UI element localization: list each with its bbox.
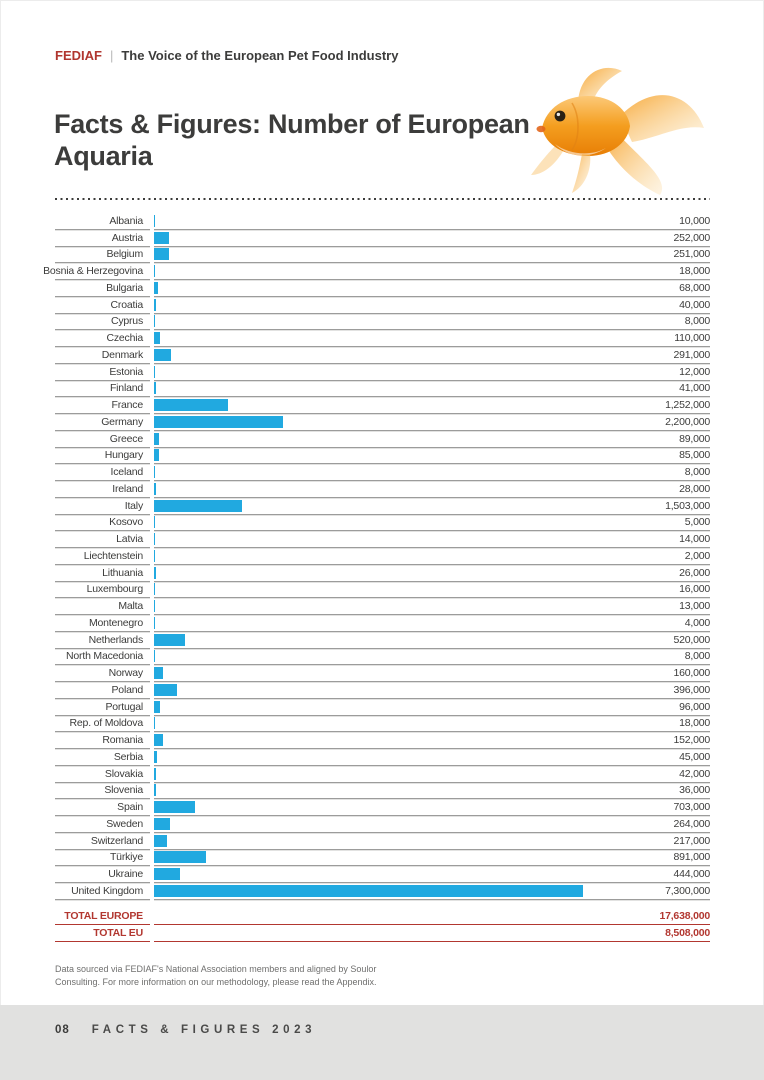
row-value: 8,000 [684,466,710,479]
row-bar-cell [154,330,710,347]
row-value: 291,000 [673,348,710,361]
row-bar-cell [154,414,710,431]
table-row [55,598,710,615]
bar [154,500,242,512]
table-row [55,682,710,699]
row-value: 520,000 [673,633,710,646]
bar [154,567,156,579]
row-label: Lithuania [55,565,150,582]
row-value: 18,000 [679,265,710,278]
row-bar-cell [154,598,710,615]
row-label: Kosovo [55,515,150,532]
row-label: Albania [55,213,150,230]
row-label: Estonia [55,364,150,381]
total-row [55,925,710,942]
table-row [55,665,710,682]
row-bar-cell [154,833,710,850]
row-value: 26,000 [679,566,710,579]
table-row [55,464,710,481]
row-label: Montenegro [55,615,150,632]
table-row [55,749,710,766]
table-row [55,766,710,783]
row-label: Austria [55,230,150,247]
table-row [55,615,710,632]
row-bar-cell [154,582,710,599]
bar [154,215,155,227]
row-label: Türkiye [55,850,150,867]
table-row [55,632,710,649]
row-bar-cell [154,347,710,364]
row-label: Bosnia & Herzegovina [55,263,150,280]
dotted-divider [55,198,710,200]
page-title-line2: Aquaria [54,141,153,172]
row-value: 14,000 [679,533,710,546]
bar [154,667,163,679]
row-value: 41,000 [679,382,710,395]
row-label: Poland [55,682,150,699]
row-label: Rep. of Moldova [55,716,150,733]
row-bar-cell [154,816,710,833]
header-tagline: The Voice of the European Pet Food Industry [121,48,399,63]
row-label: Norway [55,665,150,682]
bar [154,399,228,411]
bar [154,433,159,445]
row-value: 85,000 [679,449,710,462]
row-label: Serbia [55,749,150,766]
row-value: 10,000 [679,214,710,227]
row-label: Slovakia [55,766,150,783]
table-row [55,866,710,883]
table-row [55,297,710,314]
row-value: 42,000 [679,767,710,780]
row-bar-cell [154,883,710,900]
row-label: Denmark [55,347,150,364]
row-bar-cell [154,925,710,942]
row-value: 8,000 [684,315,710,328]
row-bar-cell [154,850,710,867]
row-bar-cell [154,515,710,532]
row-value: 7,300,000 [665,884,710,897]
table-row [55,716,710,733]
row-value: 110,000 [674,332,710,345]
row-label: Slovenia [55,783,150,800]
row-bar-cell [154,565,710,582]
table-row [55,230,710,247]
bar [154,232,169,244]
row-bar-cell [154,247,710,264]
row-label: United Kingdom [55,883,150,900]
row-label: Greece [55,431,150,448]
chart-rows [43,213,710,900]
table-row [55,850,710,867]
table-row [55,515,710,532]
row-bar-cell [154,632,710,649]
bar [154,717,155,729]
table-row [55,582,710,599]
table-row [55,347,710,364]
row-value: 12,000 [679,365,710,378]
row-value: 444,000 [673,868,710,881]
table-row [55,816,710,833]
row-label: Portugal [55,699,150,716]
row-value: 68,000 [679,281,710,294]
row-bar-cell [154,799,710,816]
footer-title: FACTS & FIGURES 2023 [91,1024,317,1036]
table-row [55,699,710,716]
row-value: 1,503,000 [665,499,710,512]
source-footnote-line2: Consulting. For more information on our methodology, please read the Appendix. [55,977,377,988]
table-row [55,314,710,331]
row-label: Latvia [55,531,150,548]
chart-totals [55,908,710,942]
row-bar-cell [154,749,710,766]
bar [154,299,156,311]
row-label: Iceland [55,464,150,481]
row-label: Sweden [55,816,150,833]
bar [154,634,185,646]
row-value: 28,000 [679,482,710,495]
row-value: 96,000 [679,700,710,713]
source-footnote-line1: Data sourced via FEDIAF's National Association members and aligned by Soulor [55,964,377,974]
table-row [55,414,710,431]
row-value: 252,000 [673,231,710,244]
row-bar-cell [154,783,710,800]
table-row [55,783,710,800]
row-bar-cell [154,381,710,398]
bar [154,366,155,378]
row-bar-cell [154,364,710,381]
row-label: Ireland [55,481,150,498]
row-value: 5,000 [684,516,710,529]
row-bar-cell [154,766,710,783]
row-label: Hungary [55,448,150,465]
row-value: 17,638,000 [659,909,710,922]
bar [154,885,583,897]
row-label: Czechia [55,330,150,347]
row-value: 2,000 [684,549,710,562]
bar [154,265,155,277]
table-row [55,649,710,666]
row-bar-cell [154,230,710,247]
row-bar-cell [154,314,710,331]
row-bar-cell [154,297,710,314]
row-label: Spain [55,799,150,816]
row-bar-cell [154,531,710,548]
bar [154,600,155,612]
bar [154,282,158,294]
table-row [55,381,710,398]
table-row [55,565,710,582]
page-header [55,48,398,63]
row-value: 160,000 [673,667,710,680]
table-row [43,263,710,280]
total-row [55,908,710,925]
row-value: 396,000 [673,683,710,696]
bar [154,801,195,813]
row-bar-cell [154,213,710,230]
table-row [55,531,710,548]
footer-bar-content [55,1024,316,1036]
row-value: 8,000 [684,650,710,663]
row-bar-cell [154,397,710,414]
bar [154,483,156,495]
row-bar-cell [154,431,710,448]
table-row [55,481,710,498]
page-title-line1: Facts & Figures: Number of European [54,109,530,139]
table-row [55,883,710,900]
row-label: Bulgaria [55,280,150,297]
table-row [55,833,710,850]
table-row [55,799,710,816]
table-row [55,364,710,381]
row-bar-cell [154,280,710,297]
row-label: Malta [55,598,150,615]
table-row [55,448,710,465]
table-row [55,247,710,264]
row-value: 2,200,000 [665,415,710,428]
row-value: 152,000 [673,734,710,747]
row-bar-cell [154,649,710,666]
row-label: Finland [55,381,150,398]
row-bar-cell [154,682,710,699]
bar [154,349,171,361]
row-label: Cyprus [55,314,150,331]
row-bar-cell [154,866,710,883]
aquaria-bar-chart [43,213,710,942]
footer-bar [0,1005,764,1080]
row-value: 8,508,000 [665,926,710,939]
row-value: 13,000 [679,600,710,613]
row-label: Switzerland [55,833,150,850]
row-label: Germany [55,414,150,431]
row-label: Netherlands [55,632,150,649]
bar [154,868,180,880]
table-row [55,431,710,448]
goldfish-image [520,56,712,198]
row-value: 1,252,000 [665,399,710,412]
bar [154,751,157,763]
bar [154,248,169,260]
bar [154,784,156,796]
row-bar-cell [154,908,710,925]
row-label: Belgium [55,247,150,264]
row-value: 16,000 [679,583,710,596]
header-separator: | [109,48,114,63]
table-row [55,732,710,749]
row-bar-cell [154,481,710,498]
row-value: 89,000 [679,432,710,445]
bar [154,734,163,746]
table-row [55,280,710,297]
row-label: Ukraine [55,866,150,883]
row-value: 18,000 [679,717,710,730]
row-value: 45,000 [679,750,710,763]
row-label: TOTAL EU [55,925,150,942]
table-row [55,397,710,414]
source-footnote [55,963,377,989]
row-label: France [55,397,150,414]
row-bar-cell [154,448,710,465]
row-value: 4,000 [684,616,710,629]
row-value: 891,000 [673,851,710,864]
row-bar-cell [154,699,710,716]
row-label: Liechtenstein [55,548,150,565]
bar [154,533,155,545]
bar [154,416,283,428]
page-title [54,108,530,173]
table-row [55,498,710,515]
bar [154,382,156,394]
row-label: TOTAL EUROPE [55,908,150,925]
row-value: 251,000 [673,248,710,261]
bar [154,583,155,595]
table-row [55,213,710,230]
row-label: Luxembourg [55,582,150,599]
row-label: Croatia [55,297,150,314]
bar [154,684,177,696]
bar [154,818,170,830]
row-bar-cell [154,615,710,632]
table-row [55,330,710,347]
row-bar-cell [154,665,710,682]
bar [154,851,206,863]
row-value: 703,000 [673,801,710,814]
row-value: 36,000 [679,784,710,797]
brand-logo-text: FEDIAF [55,48,102,63]
row-bar-cell [154,464,710,481]
row-value: 264,000 [673,817,710,830]
row-value: 217,000 [673,834,710,847]
row-bar-cell [154,498,710,515]
row-label: Italy [55,498,150,515]
row-bar-cell [154,548,710,565]
bar [154,449,159,461]
row-bar-cell [154,716,710,733]
row-label: Romania [55,732,150,749]
row-label: North Macedonia [55,649,150,666]
row-bar-cell [154,263,710,280]
page-number: 08 [55,1024,70,1036]
bar [154,835,167,847]
bar [154,332,160,344]
row-value: 40,000 [679,298,710,311]
table-row [55,548,710,565]
row-bar-cell [154,732,710,749]
bar [154,768,156,780]
bar [154,701,160,713]
